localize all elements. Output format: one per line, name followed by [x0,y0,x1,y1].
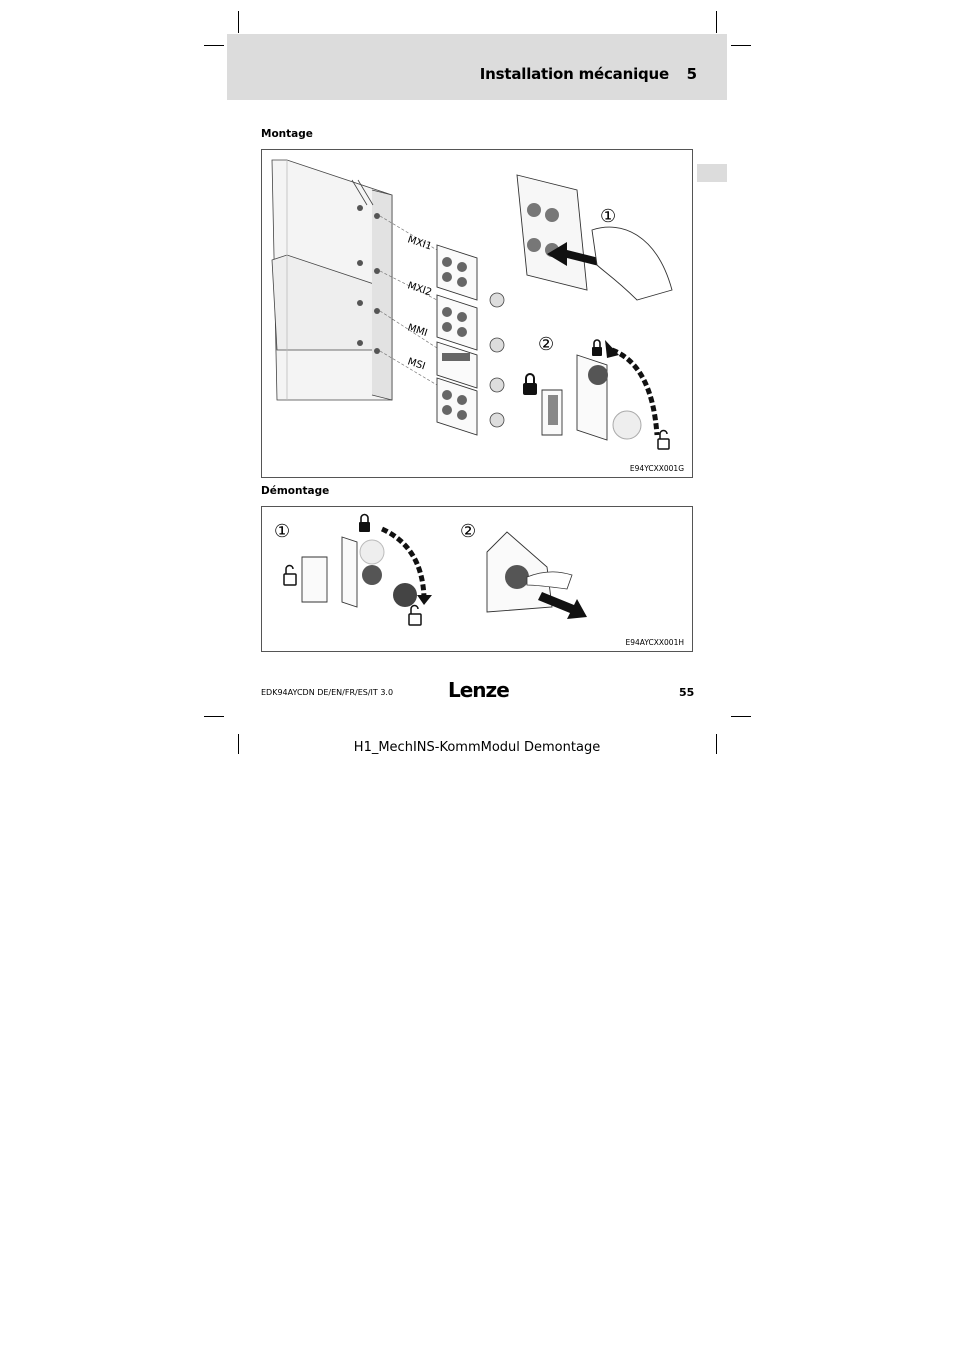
slot-label-mmi: MMI [406,322,429,340]
lock-open-icon [658,431,669,450]
brand-logo: Lenze [448,678,509,702]
crop-mark [731,45,751,46]
lock-closed-icon [523,374,537,395]
hand-icon [592,227,672,300]
page-title: Installation mécanique [479,65,669,83]
lock-open-icon [409,606,421,626]
step-number: ② [538,334,555,355]
page-header [227,34,727,100]
section-title-demontage: Démontage [261,485,330,497]
crop-mark [238,11,239,33]
document-id: EDK94AYCDN DE/EN/FR/ES/IT 3.0 [261,688,394,697]
crop-mark [204,716,224,717]
section-title-montage: Montage [261,128,313,140]
slot-label-mxi1: MXI1 [406,234,434,253]
demontage-illustration [262,507,692,651]
montage-illustration [262,150,692,477]
figure-code: E94YCXX001G [629,464,684,473]
step-number: ① [600,206,617,227]
slot-label-mxi2: MXI2 [406,280,434,299]
crop-mark [204,45,224,46]
lock-closed-icon [592,340,602,356]
chapter-number: 5 [686,65,697,83]
lock-closed-icon [359,515,370,533]
figure-demontage [261,506,693,652]
page-number: 55 [679,686,695,699]
step-number: ② [460,521,477,542]
slot-label-msi: MSI [406,356,427,373]
chapter-tab [697,164,727,182]
lock-open-icon [284,566,296,586]
figure-code: E94AYCXX001H [625,638,684,647]
crop-mark [731,716,751,717]
crop-mark [716,11,717,33]
page-caption: H1_MechINS-KommModul Demontage [353,740,601,755]
step-number: ① [274,521,291,542]
figure-montage [261,149,693,478]
